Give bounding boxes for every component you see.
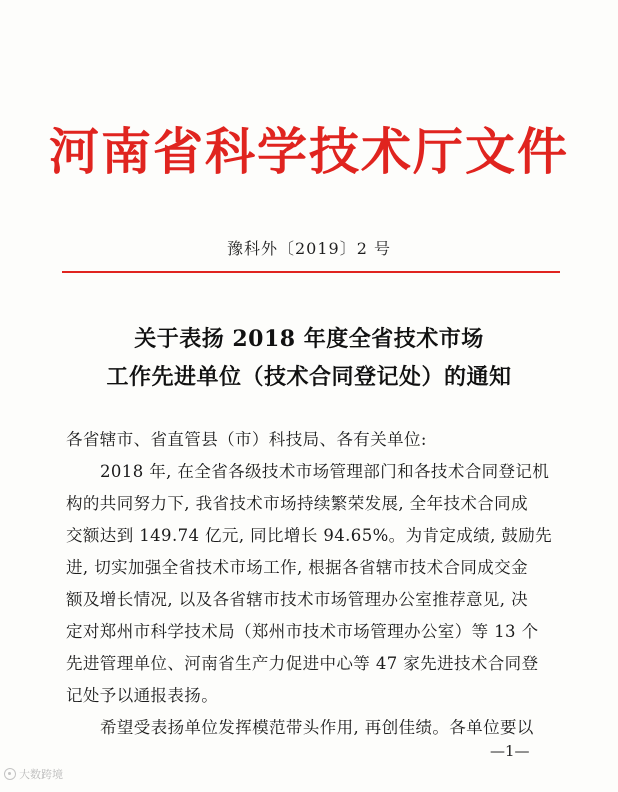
body-line-9: 希望受表扬单位发挥模范带头作用, 再创佳绩。各单位要以	[100, 718, 534, 737]
body-line-2: 构的共同努力下, 我省技术市场持续繁荣发展, 全年技术合同成	[66, 494, 528, 513]
salutation: 各省辖市、省直管县（市）科技局、各有关单位:	[66, 430, 427, 449]
watermark-logo-icon	[4, 768, 16, 780]
body-line-7: 先进管理单位、河南省生产力促进中心等 47 家先进技术合同登	[66, 654, 539, 673]
body-line-4: 进, 切实加强全省技术市场工作, 根据各省辖市技术合同成交金	[66, 558, 528, 577]
body-line-8: 记处予以通报表扬。	[66, 686, 219, 705]
body-line-5: 额及增长情况, 以及各省辖市技术市场管理办公室推荐意见, 决	[66, 590, 528, 609]
watermark	[4, 766, 63, 782]
notice-title-line-2: 工作先进单位（技术合同登记处）的通知	[106, 364, 512, 390]
body-line-6: 定对郑州市科学技术局（郑州市技术市场管理办公室）等 13 个	[66, 622, 539, 641]
page-number: —1—	[490, 742, 530, 760]
watermark-text: 大数跨境	[19, 768, 63, 781]
document-number: 豫科外〔2019〕2 号	[227, 239, 391, 258]
body-line-3: 交额达到 149.74 亿元, 同比增长 94.65%。为肯定成绩, 鼓励先	[66, 526, 553, 545]
agency-red-header: 河南省科学技术厅文件	[49, 122, 569, 181]
red-divider-rule	[62, 271, 560, 273]
notice-title-line-1: 关于表扬 2018 年度全省技术市场	[134, 326, 484, 352]
body-line-1: 2018 年, 在全省各级技术市场管理部门和各技术合同登记机	[100, 462, 550, 481]
